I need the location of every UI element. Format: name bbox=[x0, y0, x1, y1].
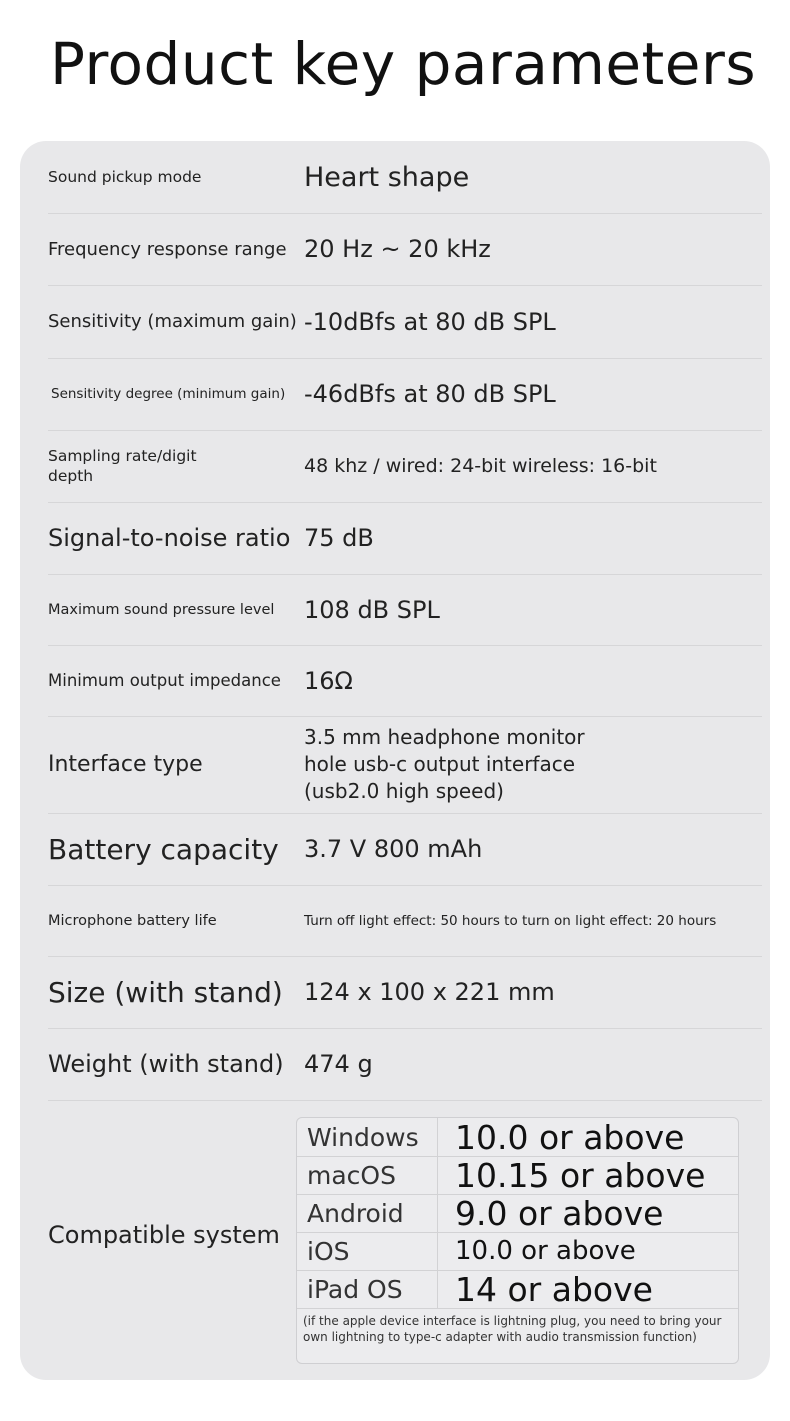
column-divider bbox=[437, 1270, 438, 1308]
os-name: Windows bbox=[307, 1122, 419, 1152]
os-name: Android bbox=[307, 1198, 404, 1228]
spec-label: Interface type bbox=[48, 752, 203, 777]
spec-label: Minimum output impedance bbox=[48, 671, 281, 690]
spec-value: 474 g bbox=[304, 1050, 373, 1078]
column-divider bbox=[437, 1232, 438, 1270]
page-title: Product key parameters bbox=[50, 30, 757, 98]
spec-value: 75 dB bbox=[304, 524, 374, 552]
spec-label: Sensitivity (maximum gain) bbox=[48, 311, 297, 332]
compatibility-note: (if the apple device interface is lightning plug, you need to bring your own lightning to type-c adapter with audio transmission function) bbox=[303, 1314, 722, 1344]
os-row-windows bbox=[297, 1118, 738, 1157]
spec-row-max-spl bbox=[48, 574, 762, 646]
os-name: iOS bbox=[307, 1236, 350, 1266]
spec-row-battery bbox=[48, 813, 762, 886]
spec-label: Sampling rate/digit depth bbox=[48, 447, 197, 485]
spec-value: 108 dB SPL bbox=[304, 595, 440, 624]
column-divider bbox=[437, 1118, 438, 1156]
spec-label: Microphone battery life bbox=[48, 912, 217, 929]
spec-row-frequency bbox=[48, 213, 762, 286]
spec-row-size bbox=[48, 956, 762, 1029]
os-version: 14 or above bbox=[455, 1269, 653, 1309]
spec-label: Signal-to-noise ratio bbox=[48, 524, 291, 552]
os-name: macOS bbox=[307, 1160, 396, 1190]
os-row-macos bbox=[297, 1156, 738, 1195]
os-version: 9.0 or above bbox=[455, 1193, 664, 1233]
spec-value: 20 Hz ~ 20 kHz bbox=[304, 235, 491, 263]
spec-label: Sensitivity degree (minimum gain) bbox=[51, 386, 286, 402]
spec-label: Frequency response range bbox=[48, 238, 287, 260]
spec-value: 16Ω bbox=[304, 666, 353, 695]
spec-value: Turn off light effect: 50 hours to turn on light effect: 20 hours bbox=[304, 912, 717, 929]
parameters-card bbox=[20, 141, 770, 1380]
spec-row-sensitivity-max bbox=[48, 285, 762, 359]
os-name: iPad OS bbox=[307, 1274, 403, 1304]
column-divider bbox=[437, 1194, 438, 1232]
spec-label: Battery capacity bbox=[48, 832, 279, 866]
os-version: 10.15 or above bbox=[455, 1155, 706, 1195]
os-row-ios bbox=[297, 1232, 738, 1271]
spec-label: Size (with stand) bbox=[48, 975, 283, 1009]
os-row-android bbox=[297, 1194, 738, 1233]
spec-row-interface bbox=[48, 716, 762, 814]
spec-value: 48 khz / wired: 24-bit wireless: 16-bit bbox=[304, 455, 657, 477]
os-version: 10.0 or above bbox=[455, 1236, 636, 1266]
spec-row-sensitivity-min bbox=[48, 358, 762, 431]
spec-row-impedance bbox=[48, 645, 762, 717]
spec-row-sampling bbox=[48, 430, 762, 503]
spec-value: -10dBfs at 80 dB SPL bbox=[304, 307, 556, 336]
spec-value: -46dBfs at 80 dB SPL bbox=[304, 380, 556, 408]
spec-row-battery-life bbox=[48, 885, 762, 957]
compatible-system-table bbox=[296, 1117, 739, 1364]
spec-row-pickup-mode bbox=[48, 141, 762, 214]
column-divider bbox=[437, 1156, 438, 1194]
os-version: 10.0 or above bbox=[455, 1117, 685, 1157]
spec-value: Heart shape bbox=[304, 161, 470, 193]
spec-row-snr bbox=[48, 502, 762, 575]
spec-label: Sound pickup mode bbox=[48, 168, 202, 186]
compatible-system-label: Compatible system bbox=[48, 1221, 280, 1249]
spec-row-weight bbox=[48, 1028, 762, 1101]
spec-label: Maximum sound pressure level bbox=[48, 601, 275, 618]
spec-value: 3.5 mm headphone monitor hole usb-c output interface (usb2.0 high speed) bbox=[304, 725, 585, 803]
os-row-ipados bbox=[297, 1270, 738, 1309]
spec-value: 3.7 V 800 mAh bbox=[304, 835, 483, 863]
spec-value: 124 x 100 x 221 mm bbox=[304, 978, 555, 1006]
spec-label: Weight (with stand) bbox=[48, 1050, 284, 1078]
